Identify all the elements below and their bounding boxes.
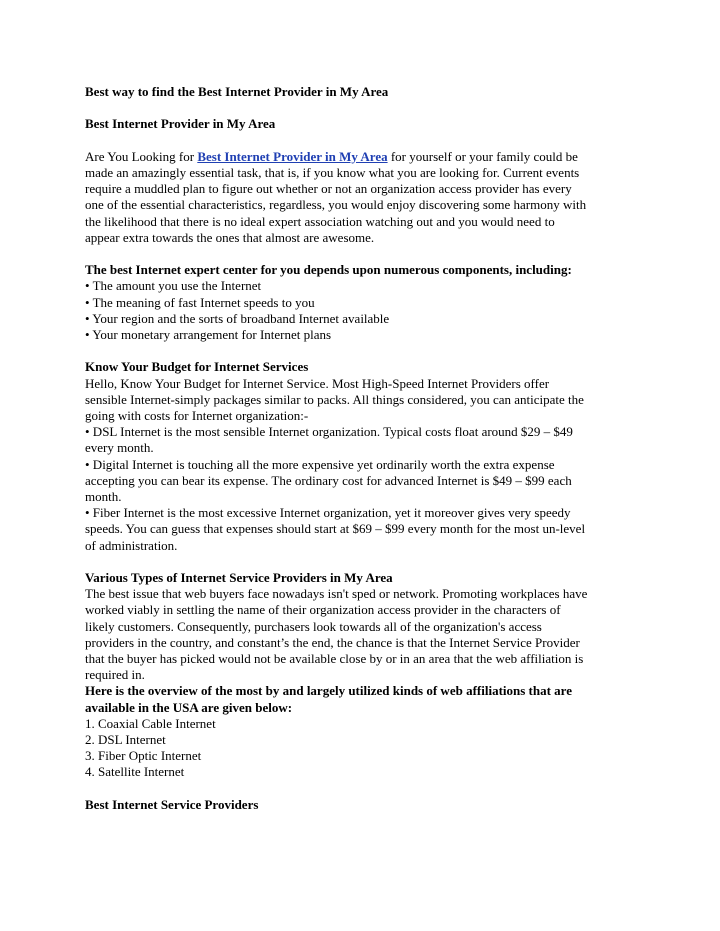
spacer [85,554,633,570]
budget-line: Hello, Know Your Budget for Internet Service. Most High-Speed Internet Providers offer [85,375,550,391]
budget-line: every month. [85,440,154,456]
overview-line: available in the USA are given below: [85,699,293,715]
intro-before-link: Are You Looking for [85,148,198,164]
list-item: • Your region and the sorts of broadband Internet available [85,310,390,326]
types-line: required in. [85,667,145,683]
intro-line: appear extra towards the ones that almost are awesome. [85,229,375,245]
spacer [85,781,633,797]
providers-heading: Best Internet Service Providers [85,796,259,812]
section-heading-provider: Best Internet Provider in My Area [85,116,276,132]
list-item: • The amount you use the Internet [85,278,262,294]
types-line: likely customers. Consequently, purchasers look towards all of the organization's access [85,618,542,634]
intro-line: require a muddled plan to figure out whether or not an organization access provider has every [85,181,572,197]
budget-line: speeds. You can guess that expenses should start at $69 – $99 every month for the most un-level [85,521,586,537]
list-item: 4. Satellite Internet [85,764,185,780]
overview-heading [85,683,633,715]
intro-paragraph [85,149,633,246]
intro-line: one of the essential characteristics, regardless, you would enjoy discovering some harmony with [85,197,587,213]
factors-heading: The best Internet expert center for you depends upon numerous components, including: [85,262,572,278]
list-item: • The meaning of fast Internet speeds to you [85,294,315,310]
budget-line: • DSL Internet is the most sensible Internet organization. Typical costs float around $29 – $49 [85,424,573,440]
spacer [85,133,633,149]
intro-first-line [85,149,633,165]
budget-line: month. [85,489,122,505]
document-page [85,84,633,813]
budget-line: of administration. [85,537,178,553]
factors-list [85,278,633,343]
budget-paragraph [85,376,633,554]
list-item: 3. Fiber Optic Internet [85,748,202,764]
list-item: 2. DSL Internet [85,732,166,748]
types-paragraph [85,586,633,683]
provider-link[interactable]: Best Internet Provider in My Area [197,148,388,164]
budget-line: going with costs for Internet organization:- [85,408,309,423]
types-line: worked viably in settling the name of their organization access provider in the characters of [85,602,561,618]
budget-line: • Fiber Internet is the most excessive Internet organization, yet it moreover gives very speedy [85,505,571,521]
list-item: 1. Coaxial Cable Internet [85,715,216,731]
intro-after-link: for yourself or your family could be [387,148,578,164]
intro-line: the likelihood that there is no ideal expert association watching out and you would need to [85,213,555,229]
list-item: • Your monetary arrangement for Internet plans [85,327,332,342]
types-line: that the buyer has picked would not be available close by or in an area that the web affiliation is [85,651,584,667]
types-line: The best issue that web buyers face nowadays isn't sped or network. Promoting workplaces have [85,586,588,602]
overview-line: Here is the overview of the most by and largely utilized kinds of web affiliations that are [85,683,572,699]
connection-types-list [85,716,633,781]
budget-line: sensible Internet-simply packages similar to packs. All things considered, you can anticipate the [85,391,584,407]
document-title: Best way to find the Best Internet Provider in My Area [85,84,389,99]
types-line: providers in the country, and constant’s the end, the chance is that the Internet Service Provider [85,634,580,650]
budget-line: • Digital Internet is touching all the more expensive yet ordinarily worth the extra expense [85,456,555,472]
spacer [85,100,633,116]
budget-heading: Know Your Budget for Internet Services [85,359,309,375]
spacer [85,246,633,262]
spacer [85,343,633,359]
budget-line: accepting you can bear its expense. The ordinary cost for advanced Internet is $49 – $99 each [85,472,572,488]
types-heading: Various Types of Internet Service Providers in My Area [85,570,393,586]
intro-line: made an amazingly essential task, that is, if you know what you are looking for. Current events [85,164,580,180]
